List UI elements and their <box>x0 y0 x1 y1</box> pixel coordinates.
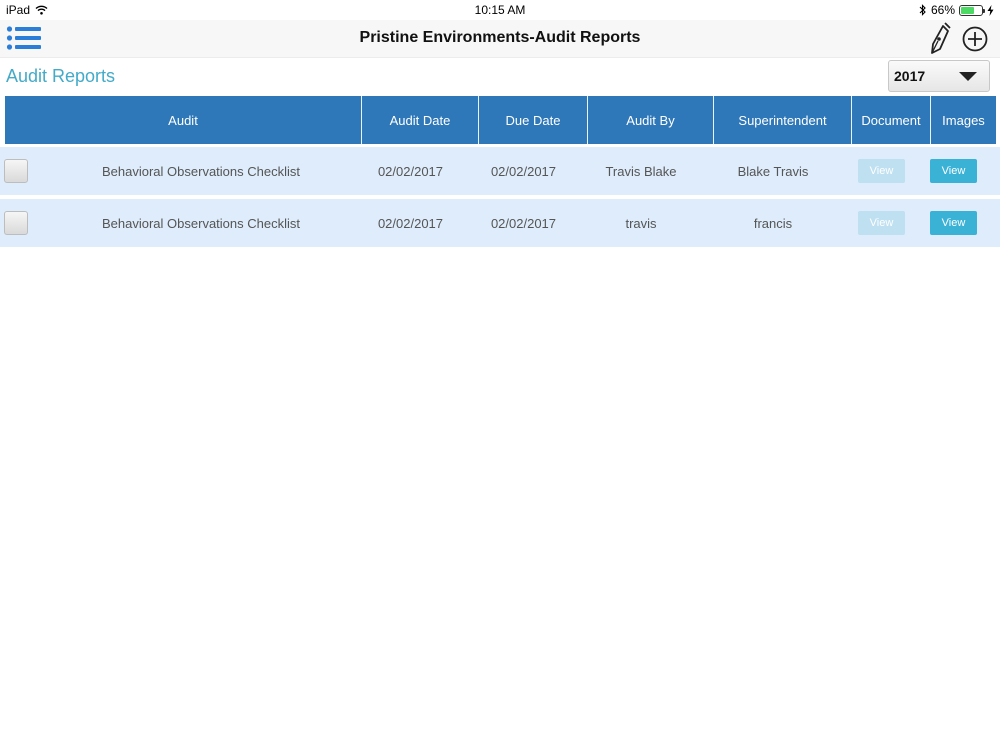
bluetooth-icon <box>919 4 927 16</box>
row-checkbox[interactable] <box>4 211 28 235</box>
superintendent: Blake Travis <box>737 163 809 179</box>
due-date: 02/02/2017 <box>490 163 557 179</box>
list-menu-icon <box>6 25 42 51</box>
audit-date: 02/02/2017 <box>377 163 444 179</box>
nav-bar <box>0 20 1000 58</box>
status-bar <box>0 0 1000 20</box>
audit-name: Behavioral Observations Checklist <box>102 163 300 179</box>
due-date: 02/02/2017 <box>490 215 557 231</box>
battery-percent: 66% <box>930 3 955 17</box>
table-row[interactable] <box>0 147 1000 195</box>
audit-by: travis <box>625 215 657 231</box>
year-value: 2017 <box>894 68 926 84</box>
battery-icon <box>959 5 983 16</box>
column-header-audit-by: Audit By <box>588 96 714 144</box>
plus-circle-icon <box>960 24 990 54</box>
column-header-due-date: Due Date <box>479 96 588 144</box>
charging-icon <box>987 5 994 16</box>
pen-nib-icon <box>926 21 954 55</box>
year-dropdown[interactable] <box>888 60 990 92</box>
images-view-button[interactable]: View <box>930 211 977 235</box>
table-row[interactable] <box>0 199 1000 247</box>
section-heading: Audit Reports <box>6 66 116 86</box>
column-header-audit-date: Audit Date <box>362 96 479 144</box>
caret-down-icon <box>959 72 977 81</box>
status-time: 10:15 AM <box>474 3 526 17</box>
audit-name: Behavioral Observations Checklist <box>102 215 300 231</box>
superintendent: francis <box>753 215 793 231</box>
column-header-images: Images <box>942 112 985 128</box>
menu-button[interactable] <box>6 25 42 51</box>
column-header-document: Document <box>852 96 931 144</box>
images-view-button[interactable]: View <box>930 159 977 183</box>
document-view-button[interactable]: View <box>858 159 905 183</box>
column-header-superintendent: Superintendent <box>714 96 852 144</box>
add-button[interactable] <box>960 24 990 54</box>
device-label: iPad <box>6 3 31 17</box>
document-view-button[interactable]: View <box>858 211 905 235</box>
page-title: Pristine Environments-Audit Reports <box>359 29 641 46</box>
signature-button[interactable] <box>926 21 954 55</box>
table-header <box>5 96 996 144</box>
row-checkbox[interactable] <box>4 159 28 183</box>
audit-by: Travis Blake <box>605 163 677 179</box>
audit-date: 02/02/2017 <box>377 215 444 231</box>
column-header-audit: Audit <box>5 96 362 144</box>
